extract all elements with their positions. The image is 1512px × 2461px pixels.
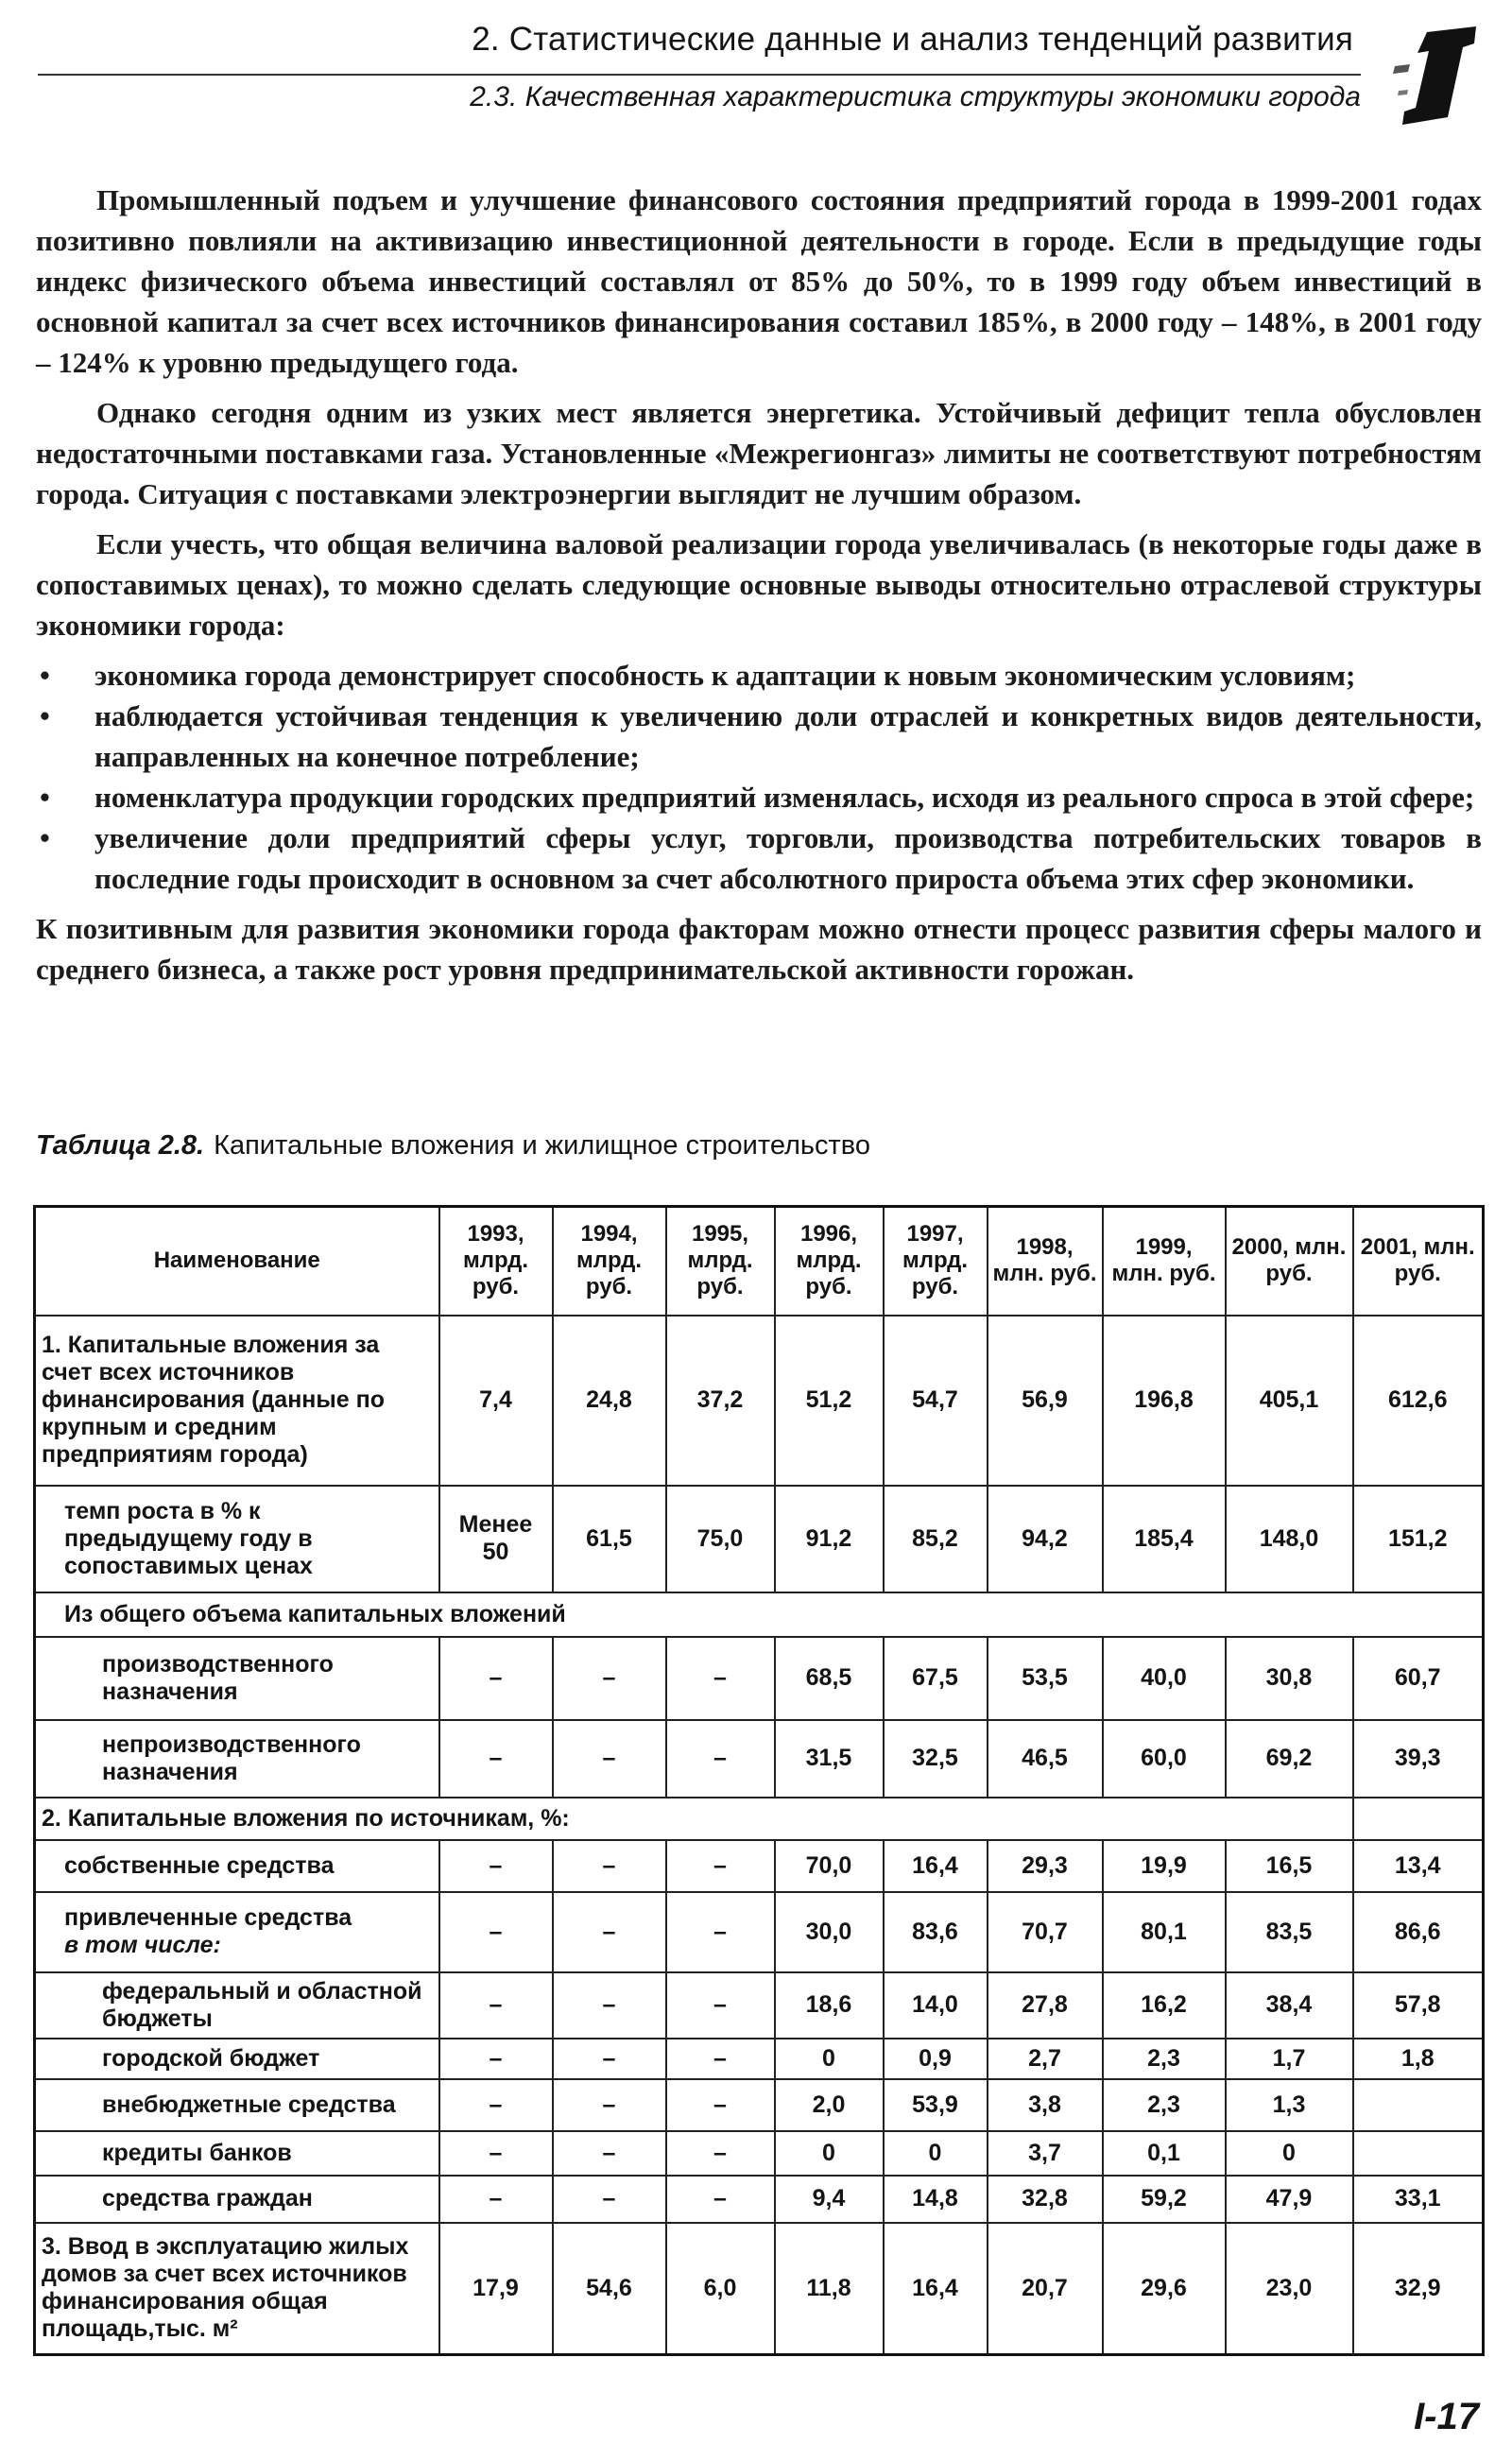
table-cell: 0 xyxy=(1226,2131,1353,2176)
row-label xyxy=(35,2079,439,2131)
table-cell: – xyxy=(553,1720,666,1798)
capital-investment-table xyxy=(33,1205,1485,2356)
table-cell: 16,4 xyxy=(884,1840,988,1892)
paragraph-3: Если учесть, что общая величина валовой реализации города увеличивалась (в некоторые годы даже в сопоставимых ценах), то можно сделать следующие основные выводы относительно отраслевой структуры экономики города: xyxy=(36,527,1482,642)
table-cell: – xyxy=(666,1972,775,2039)
body-text xyxy=(36,180,1482,999)
table-cell: 13,4 xyxy=(1353,1840,1484,1892)
table-cell: 60,0 xyxy=(1103,1720,1226,1798)
table-cell: 19,9 xyxy=(1103,1840,1226,1892)
table-header-row xyxy=(35,1207,1484,1316)
table-cell: 80,1 xyxy=(1103,1892,1226,1972)
list-item xyxy=(36,817,1482,899)
row-label xyxy=(35,1972,439,2039)
table-cell: – xyxy=(553,1892,666,1972)
table-cell: 2,3 xyxy=(1103,2079,1226,2131)
table-cell: – xyxy=(666,1637,775,1720)
table-cell: 0 xyxy=(775,2039,884,2079)
table-cell: – xyxy=(553,2079,666,2131)
table-cell: 86,6 xyxy=(1353,1892,1484,1972)
table-cell xyxy=(1353,2079,1484,2131)
row-label-text: производственного назначения xyxy=(102,1650,334,1705)
header-cell: 1998, млн. руб. xyxy=(988,1207,1103,1316)
table-cell: – xyxy=(439,2039,553,2079)
table-cell: 23,0 xyxy=(1226,2223,1353,2355)
table-cell: 39,3 xyxy=(1353,1720,1484,1798)
table-cell: – xyxy=(439,2079,553,2131)
bullet-marker: • xyxy=(40,781,50,814)
table-cell: 67,5 xyxy=(884,1637,988,1720)
table-cell: 0 xyxy=(884,2131,988,2176)
row-label-text: 1. Капитальные вложения за счет всех источников финансирования (данные по крупным и средним предприятиям города) xyxy=(42,1332,385,1468)
table-cell: – xyxy=(439,1720,553,1798)
table-cell: 69,2 xyxy=(1226,1720,1353,1798)
table-cell: 1,3 xyxy=(1226,2079,1353,2131)
table-cell: – xyxy=(553,1637,666,1720)
conclusions-list xyxy=(36,655,1482,899)
list-item-text: номенклатура продукции городских предприятий изменялась, исходя из реального спроса в этой сфере; xyxy=(94,781,1475,814)
list-item xyxy=(36,696,1482,777)
list-item-text: увеличение доли предприятий сферы услуг, торговли, производства потребительских товаров в последние годы происходит в основном за счет абсолютного прироста объема этих сфер экономики. xyxy=(94,821,1482,895)
chapter-brush-icon xyxy=(1382,25,1486,129)
table-cell: 46,5 xyxy=(988,1720,1103,1798)
table-cell: 2,0 xyxy=(775,2079,884,2131)
table-cell: 54,7 xyxy=(884,1316,988,1486)
table-cell: – xyxy=(666,2039,775,2079)
table-cell xyxy=(1353,1798,1484,1840)
table-row xyxy=(35,1486,1484,1592)
table-cell: – xyxy=(439,1637,553,1720)
table-cell: 18,6 xyxy=(775,1972,884,2039)
list-item-text: экономика города демонстрирует способность к адаптации к новым экономическим условиям; xyxy=(94,659,1356,692)
table-cell: Менее 50 xyxy=(439,1486,553,1592)
row-label-text: 3. Ввод в эксплуатацию жилых домов за счет всех источников финансирования общая площадь,тыс. м² xyxy=(42,2233,409,2343)
table-cell: – xyxy=(553,2039,666,2079)
row-label xyxy=(35,1486,439,1592)
header-cell: 1996, млрд. руб. xyxy=(775,1207,884,1316)
table-cell: 31,5 xyxy=(775,1720,884,1798)
table-cell: 29,6 xyxy=(1103,2223,1226,2355)
table-cell: 2,3 xyxy=(1103,2039,1226,2079)
row-label-text: привлеченные средства xyxy=(64,1904,352,1931)
table-cell: 61,5 xyxy=(553,1486,666,1592)
table-cell: 612,6 xyxy=(1353,1316,1484,1486)
table-cell: – xyxy=(439,1972,553,2039)
table-cell: 405,1 xyxy=(1226,1316,1353,1486)
table-cell: 148,0 xyxy=(1226,1486,1353,1592)
table-cell: – xyxy=(439,2176,553,2223)
table-cell: 32,5 xyxy=(884,1720,988,1798)
row-label xyxy=(35,1798,1353,1840)
chapter-title: 2. Статистические данные и анализ тенденций развития xyxy=(472,21,1353,58)
table-cell: 0,9 xyxy=(884,2039,988,2079)
page-number: I-17 xyxy=(1414,2396,1479,2437)
table-cell: 0 xyxy=(775,2131,884,2176)
row-label xyxy=(35,2131,439,2176)
header-cell: 2001, млн. руб. xyxy=(1353,1207,1484,1316)
table-cell: 29,3 xyxy=(988,1840,1103,1892)
table-cell: 16,2 xyxy=(1103,1972,1226,2039)
header-cell: 2000, млн. руб. xyxy=(1226,1207,1353,1316)
table-cell: 59,2 xyxy=(1103,2176,1226,2223)
table-cell: 0,1 xyxy=(1103,2131,1226,2176)
table-cell: 85,2 xyxy=(884,1486,988,1592)
table-row xyxy=(35,1892,1484,1972)
header-cell: 1999, млн. руб. xyxy=(1103,1207,1226,1316)
table-cell: 70,0 xyxy=(775,1840,884,1892)
table-cell: 151,2 xyxy=(1353,1486,1484,1592)
table-row xyxy=(35,1316,1484,1486)
table-cell: 30,8 xyxy=(1226,1637,1353,1720)
table-cell: 30,0 xyxy=(775,1892,884,1972)
table-cell: – xyxy=(439,2131,553,2176)
bullet-marker: • xyxy=(40,659,50,692)
row-label-text: непроизводственного назначения xyxy=(102,1730,361,1785)
row-label xyxy=(35,1720,439,1798)
table-cell xyxy=(1353,2131,1484,2176)
table-cell: 47,9 xyxy=(1226,2176,1353,2223)
table-cell: 40,0 xyxy=(1103,1637,1226,1720)
table-cell: 14,8 xyxy=(884,2176,988,2223)
table-cell: 11,8 xyxy=(775,2223,884,2355)
paragraph-1: Промышленный подъем и улучшение финансового состояния предприятий города в 1999-2001 годах позитивно повлияли на активизацию инвестиционной деятельности в городе. Если в предыдущие годы индекс физического объема инвестиций составлял от 85% до 50%, то в 1999 году объем инвестиций в основной капитал за счет всех источников финансирования составил 185%, в 2000 году – 148%, в 2001 году – 124% к уровню предыдущего года. xyxy=(36,183,1482,379)
row-label-text: городской бюджет xyxy=(102,2044,320,2072)
bullet-marker: • xyxy=(40,699,50,732)
table-row xyxy=(35,2223,1484,2355)
header-cell: 1994, млрд. руб. xyxy=(553,1207,666,1316)
row-label xyxy=(35,1592,1484,1637)
list-item xyxy=(36,777,1482,817)
header-cell: 1993, млрд. руб. xyxy=(439,1207,553,1316)
table-cell: 32,8 xyxy=(988,2176,1103,2223)
paragraph-2: Однако сегодня одним из узких мест является энергетика. Устойчивый дефицит тепла обусловлен недостаточными поставками газа. Установленные «Межрегионгаз» лимиты не соответствуют потребностям города. Ситуация с поставками электроэнергии выглядит не лучшим образом. xyxy=(36,396,1482,510)
table-cell: 27,8 xyxy=(988,1972,1103,2039)
table-row xyxy=(35,2039,1484,2079)
table-cell: 38,4 xyxy=(1226,1972,1353,2039)
table-cell: 68,5 xyxy=(775,1637,884,1720)
table-cell: 83,6 xyxy=(884,1892,988,1972)
row-label-text: собственные средства xyxy=(64,1851,335,1879)
row-label-text: внебюджетные средства xyxy=(102,2091,396,2118)
table-cell: – xyxy=(666,2079,775,2131)
table-cell: 53,9 xyxy=(884,2079,988,2131)
table-cell: 1,7 xyxy=(1226,2039,1353,2079)
table-cell: 53,5 xyxy=(988,1637,1103,1720)
table-cell: 3,7 xyxy=(988,2131,1103,2176)
table-cell: 91,2 xyxy=(775,1486,884,1592)
list-item xyxy=(36,655,1482,696)
table-cell: – xyxy=(666,2176,775,2223)
table-row xyxy=(35,1798,1484,1840)
table-cell: 94,2 xyxy=(988,1486,1103,1592)
table-cell: 20,7 xyxy=(988,2223,1103,2355)
table-cell: 56,9 xyxy=(988,1316,1103,1486)
table-cell: 7,4 xyxy=(439,1316,553,1486)
table-row xyxy=(35,2079,1484,2131)
table-row xyxy=(35,1840,1484,1892)
table-cell: 70,7 xyxy=(988,1892,1103,1972)
table-cell: 185,4 xyxy=(1103,1486,1226,1592)
table-cell: 196,8 xyxy=(1103,1316,1226,1486)
table-cell: 17,9 xyxy=(439,2223,553,2355)
table-cell: 51,2 xyxy=(775,1316,884,1486)
table-cell: – xyxy=(553,1840,666,1892)
row-label-text: средства граждан xyxy=(102,2185,313,2211)
table-cell: 24,8 xyxy=(553,1316,666,1486)
table-cell: – xyxy=(439,1840,553,1892)
section-title: 2.3. Качественная характеристика структуры экономики города xyxy=(470,81,1361,112)
table-cell: 3,8 xyxy=(988,2079,1103,2131)
table-cell: 2,7 xyxy=(988,2039,1103,2079)
table-cell: 9,4 xyxy=(775,2176,884,2223)
paragraph-4: К позитивным для развития экономики города факторам можно отнести процесс развития сферы малого и среднего бизнеса, а также рост уровня предпринимательской активности горожан. xyxy=(36,912,1482,986)
header-rule xyxy=(38,74,1361,76)
table-cell: 16,4 xyxy=(884,2223,988,2355)
table-row xyxy=(35,2131,1484,2176)
table-cell: – xyxy=(553,2131,666,2176)
table-row xyxy=(35,1592,1484,1637)
row-label-text: кредиты банков xyxy=(102,2139,292,2166)
table-cell: 1,8 xyxy=(1353,2039,1484,2079)
row-label xyxy=(35,1840,439,1892)
table-cell: – xyxy=(553,2176,666,2223)
table-caption-label: Таблица 2.8. xyxy=(36,1130,205,1161)
table-cell: – xyxy=(666,1720,775,1798)
table-cell: 37,2 xyxy=(666,1316,775,1486)
table-cell: – xyxy=(666,2131,775,2176)
row-label xyxy=(35,2039,439,2079)
table-cell: – xyxy=(553,1972,666,2039)
table-cell: 14,0 xyxy=(884,1972,988,2039)
table-row xyxy=(35,1637,1484,1720)
table-cell: – xyxy=(666,1892,775,1972)
header-cell: Наименование xyxy=(35,1207,439,1316)
row-label xyxy=(35,2176,439,2223)
header-cell: 1997, млрд. руб. xyxy=(884,1207,988,1316)
table-cell: 60,7 xyxy=(1353,1637,1484,1720)
table-cell: 83,5 xyxy=(1226,1892,1353,1972)
table-caption xyxy=(36,1130,1170,1162)
table-row xyxy=(35,1720,1484,1798)
row-label-text: 2. Капитальные вложения по источникам, %: xyxy=(42,1804,570,1832)
bullet-marker: • xyxy=(40,821,50,854)
table-cell: 32,9 xyxy=(1353,2223,1484,2355)
row-sublabel: в том числе: xyxy=(64,1932,221,1958)
list-item-text: наблюдается устойчивая тенденция к увеличению доли отраслей и конкретных видов деятельности, направленных на конечное потребление; xyxy=(94,699,1482,773)
table-cell: 54,6 xyxy=(553,2223,666,2355)
row-label-text: федеральный и областной бюджеты xyxy=(102,1977,422,2032)
table-cell: 16,5 xyxy=(1226,1840,1353,1892)
row-label xyxy=(35,2223,439,2355)
table-cell: 57,8 xyxy=(1353,1972,1484,2039)
table-row xyxy=(35,2176,1484,2223)
table-cell: 6,0 xyxy=(666,2223,775,2355)
row-label xyxy=(35,1316,439,1486)
row-label xyxy=(35,1637,439,1720)
table-row xyxy=(35,1972,1484,2039)
row-label xyxy=(35,1892,439,1972)
table-cell: – xyxy=(666,1840,775,1892)
table-cell: 75,0 xyxy=(666,1486,775,1592)
table-caption-text: Капитальные вложения и жилищное строительство xyxy=(214,1130,871,1161)
header-cell: 1995, млрд. руб. xyxy=(666,1207,775,1316)
table-cell: 33,1 xyxy=(1353,2176,1484,2223)
table-cell: – xyxy=(439,1892,553,1972)
row-label-text: темп роста в % к предыдущему году в сопоставимых ценах xyxy=(64,1497,313,1579)
row-label-text: Из общего объема капитальных вложений xyxy=(64,1600,566,1627)
